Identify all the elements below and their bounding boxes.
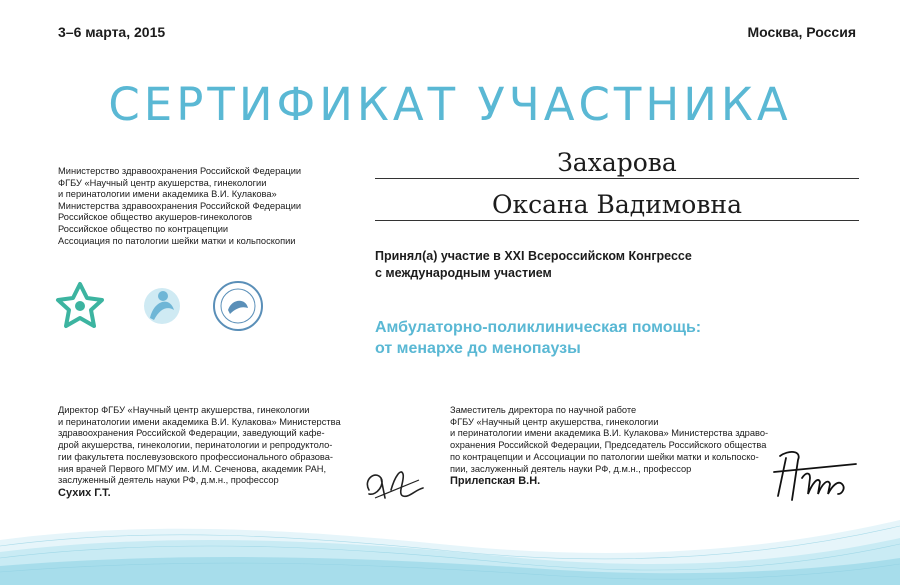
event-city: Москва, Россия xyxy=(747,24,856,40)
organizer-line: Министерства здравоохранения Российской Федерации xyxy=(58,200,302,211)
signatory-line: и перинатологии имени академика В.И. Кулакова» Министерства здраво- xyxy=(450,428,769,439)
signatory-line: охранения Российской Федерации, Председатель Российского общества xyxy=(450,440,767,451)
left-signatory xyxy=(58,405,358,500)
organizer-line: Министерство здравоохранения Российской Федерации xyxy=(58,166,302,176)
signatory-line: дрой акушерства, гинекологии, перинатологии и репродуктоло- xyxy=(58,440,333,451)
certificate-title: СЕРТИФИКАТ УЧАСТНИКА xyxy=(108,78,792,131)
congress-topic xyxy=(375,317,701,359)
signatory-line: Директор ФГБУ «Научный центр акушерства, гинекологии xyxy=(58,405,310,415)
society-seal-logo-icon xyxy=(214,282,262,330)
signatory-name: Прилепская В.Н. xyxy=(450,475,541,488)
organizer-line: и перинатологии имени академика В.И. Кулакова» xyxy=(58,189,277,200)
signatory-line: Заместитель директора по научной работе xyxy=(450,405,637,415)
decorative-wave-pattern xyxy=(0,500,900,585)
signatory-line: здравоохранения Российской Федерации, заведующий кафе- xyxy=(58,428,325,439)
organizers-list xyxy=(58,166,358,247)
signatory-line: ния врачей Первого МГМУ им. И.М. Сеченова, академик РАН, xyxy=(58,463,327,474)
participation-line: Принял(а) участие в XXI Всероссийском Конгрессе xyxy=(375,249,692,263)
organizer-line: Российское общество акушеров-гинекологов xyxy=(58,212,253,223)
mother-child-logo-icon xyxy=(144,288,180,324)
signatory-line: по контрацепции и Ассоциации по патологии шейки матки и кольпоско- xyxy=(450,451,759,462)
signatory-line: ФГБУ «Научный центр акушерства, гинекологии xyxy=(450,416,659,427)
participant-first-patronymic: Оксана Вадимовна xyxy=(375,190,859,221)
organizer-logos xyxy=(50,276,290,336)
topic-line: Амбулаторно-поликлиническая помощь: xyxy=(375,319,702,336)
signatory-line: заслуженный деятель науки РФ, д.м.н., профессор xyxy=(58,475,279,486)
organizer-line: ФГБУ «Научный центр акушерства, гинекологии xyxy=(58,177,267,188)
right-signatory xyxy=(450,405,790,488)
topic-line: от менархе до менопаузы xyxy=(375,340,581,357)
participation-line: с международным участием xyxy=(375,266,552,280)
star-logo-icon xyxy=(58,284,102,326)
participation-statement xyxy=(375,248,692,282)
organizer-line: Ассоциация по патологии шейки матки и кольпоскопии xyxy=(58,235,296,246)
organizer-line: Российское общество по контрацепции xyxy=(58,223,229,234)
event-date: 3–6 марта, 2015 xyxy=(58,24,166,40)
participant-surname: Захарова xyxy=(375,148,859,179)
signatory-line: и перинатологии имени академика В.И. Кулакова» Министерства xyxy=(58,416,341,427)
signatory-line: пии, заслуженный деятель науки РФ, д.м.н., профессор xyxy=(450,463,692,474)
signatory-name: Сухих Г.Т. xyxy=(58,486,111,499)
signatory-line: гии факультета послевузовского профессионального образова- xyxy=(58,451,334,462)
